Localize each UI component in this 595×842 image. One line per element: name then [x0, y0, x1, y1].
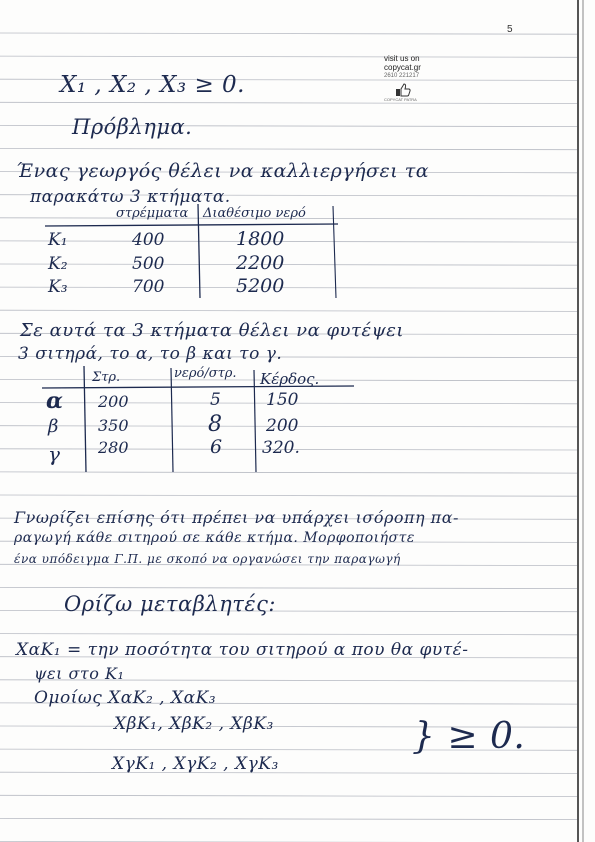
- ruled-line: [0, 56, 578, 57]
- crops-row-label: β: [48, 416, 59, 437]
- crops-row-area: 200: [98, 392, 129, 411]
- ruled-line: [0, 634, 578, 635]
- crops-row-label: α: [46, 388, 63, 414]
- fields-row-water: 2200: [236, 252, 285, 274]
- stamp-line-1: visit us on: [384, 54, 420, 63]
- crops-row-area: 350: [98, 416, 129, 435]
- ruled-line: [0, 495, 578, 496]
- definition-line-1: XαΚ₁ = την ποσότητα του σιτηρού α που θα φυτέ-: [16, 640, 469, 660]
- paragraph-line-2: ραγωγή κάθε σιτηρού σε κάθε κτήμα. Μορφοποιήστε: [14, 530, 415, 546]
- ruled-line: [0, 587, 578, 588]
- crops-row-area: 280: [98, 438, 129, 457]
- paragraph-line-1: Γνωρίζει επίσης ότι πρέπει να υπάρχει ισόροπη πα-: [14, 508, 459, 527]
- stamp-line-3: 2610 221217: [384, 73, 420, 79]
- thumbs-up-icon: [395, 83, 411, 97]
- crops-header-water: νερό/στρ.: [174, 366, 237, 381]
- variables-heading: Ορίζω μεταβλητές:: [64, 592, 276, 616]
- intro-line-1: Ένας γεωργός θέλει να καλλιεργήσει τα: [16, 160, 430, 182]
- crops-row-profit: 200: [266, 416, 299, 436]
- crops-line-2: 3 σιτηρά, το α, το β και το γ.: [18, 344, 283, 364]
- ruled-line: [0, 818, 578, 819]
- intro-line-2: παρακάτω 3 κτήματα.: [30, 187, 231, 207]
- crops-header-profit: Κέρδος.: [260, 370, 320, 388]
- fields-row-water: 1800: [236, 228, 285, 250]
- fields-table: [40, 204, 350, 300]
- fields-row-area: 500: [132, 254, 165, 274]
- stamp-line-2: copycat.gr: [384, 63, 421, 72]
- crops-row-label: γ: [48, 442, 60, 466]
- fields-row-label: K₁: [48, 230, 68, 250]
- variables-beta-line: XβΚ₁, XβΚ₂ , XβΚ₃: [114, 714, 274, 734]
- crops-table: [36, 364, 376, 474]
- crops-line-1: Σε αυτά τα 3 κτήματα θέλει να φυτέψει: [20, 320, 404, 341]
- fields-row-area: 400: [132, 230, 165, 250]
- nonnegativity-brace: } ≥ 0.: [412, 716, 526, 757]
- definition-line-2: ψει στο Κ₁: [34, 664, 125, 683]
- fields-header-area: στρέμματα: [116, 206, 189, 221]
- crops-row-water: 6: [210, 436, 223, 458]
- similarly-line: Ομοίως XαΚ₂ , XαΚ₃: [34, 688, 217, 708]
- fields-header-water: Διαθέσιμο νερό: [203, 206, 306, 221]
- problem-title: Πρόβλημα.: [72, 115, 193, 139]
- fields-row-water: 5200: [236, 275, 285, 297]
- ruled-line: [0, 772, 578, 773]
- ruled-line: [0, 795, 578, 796]
- crops-row-water: 8: [208, 412, 222, 437]
- crops-row-profit: 320.: [262, 438, 300, 458]
- stamp-line-4: COPYCAT PATRA: [384, 97, 417, 102]
- fields-row-label: K₃: [48, 277, 68, 297]
- ruled-line: [0, 102, 578, 103]
- nonnegativity-constraint: X₁ , X₂ , X₃ ≥ 0.: [60, 72, 245, 98]
- ruled-line: [0, 310, 578, 311]
- fields-row-label: K₂: [48, 254, 68, 274]
- variables-gamma-line: XγΚ₁ , XγΚ₂ , XγΚ₃: [112, 754, 279, 774]
- page-number: 5: [507, 24, 513, 35]
- paragraph-line-3: ένα υπόδειγμα Γ.Π. με σκοπό να οργανώσει την παραγωγή: [14, 552, 401, 566]
- fields-row-area: 700: [132, 277, 165, 297]
- crops-row-profit: 150: [266, 390, 299, 410]
- ruled-line: [0, 149, 578, 150]
- crops-row-water: 5: [210, 390, 221, 410]
- ruled-line: [0, 33, 578, 34]
- crops-header-area: Στρ.: [92, 370, 121, 385]
